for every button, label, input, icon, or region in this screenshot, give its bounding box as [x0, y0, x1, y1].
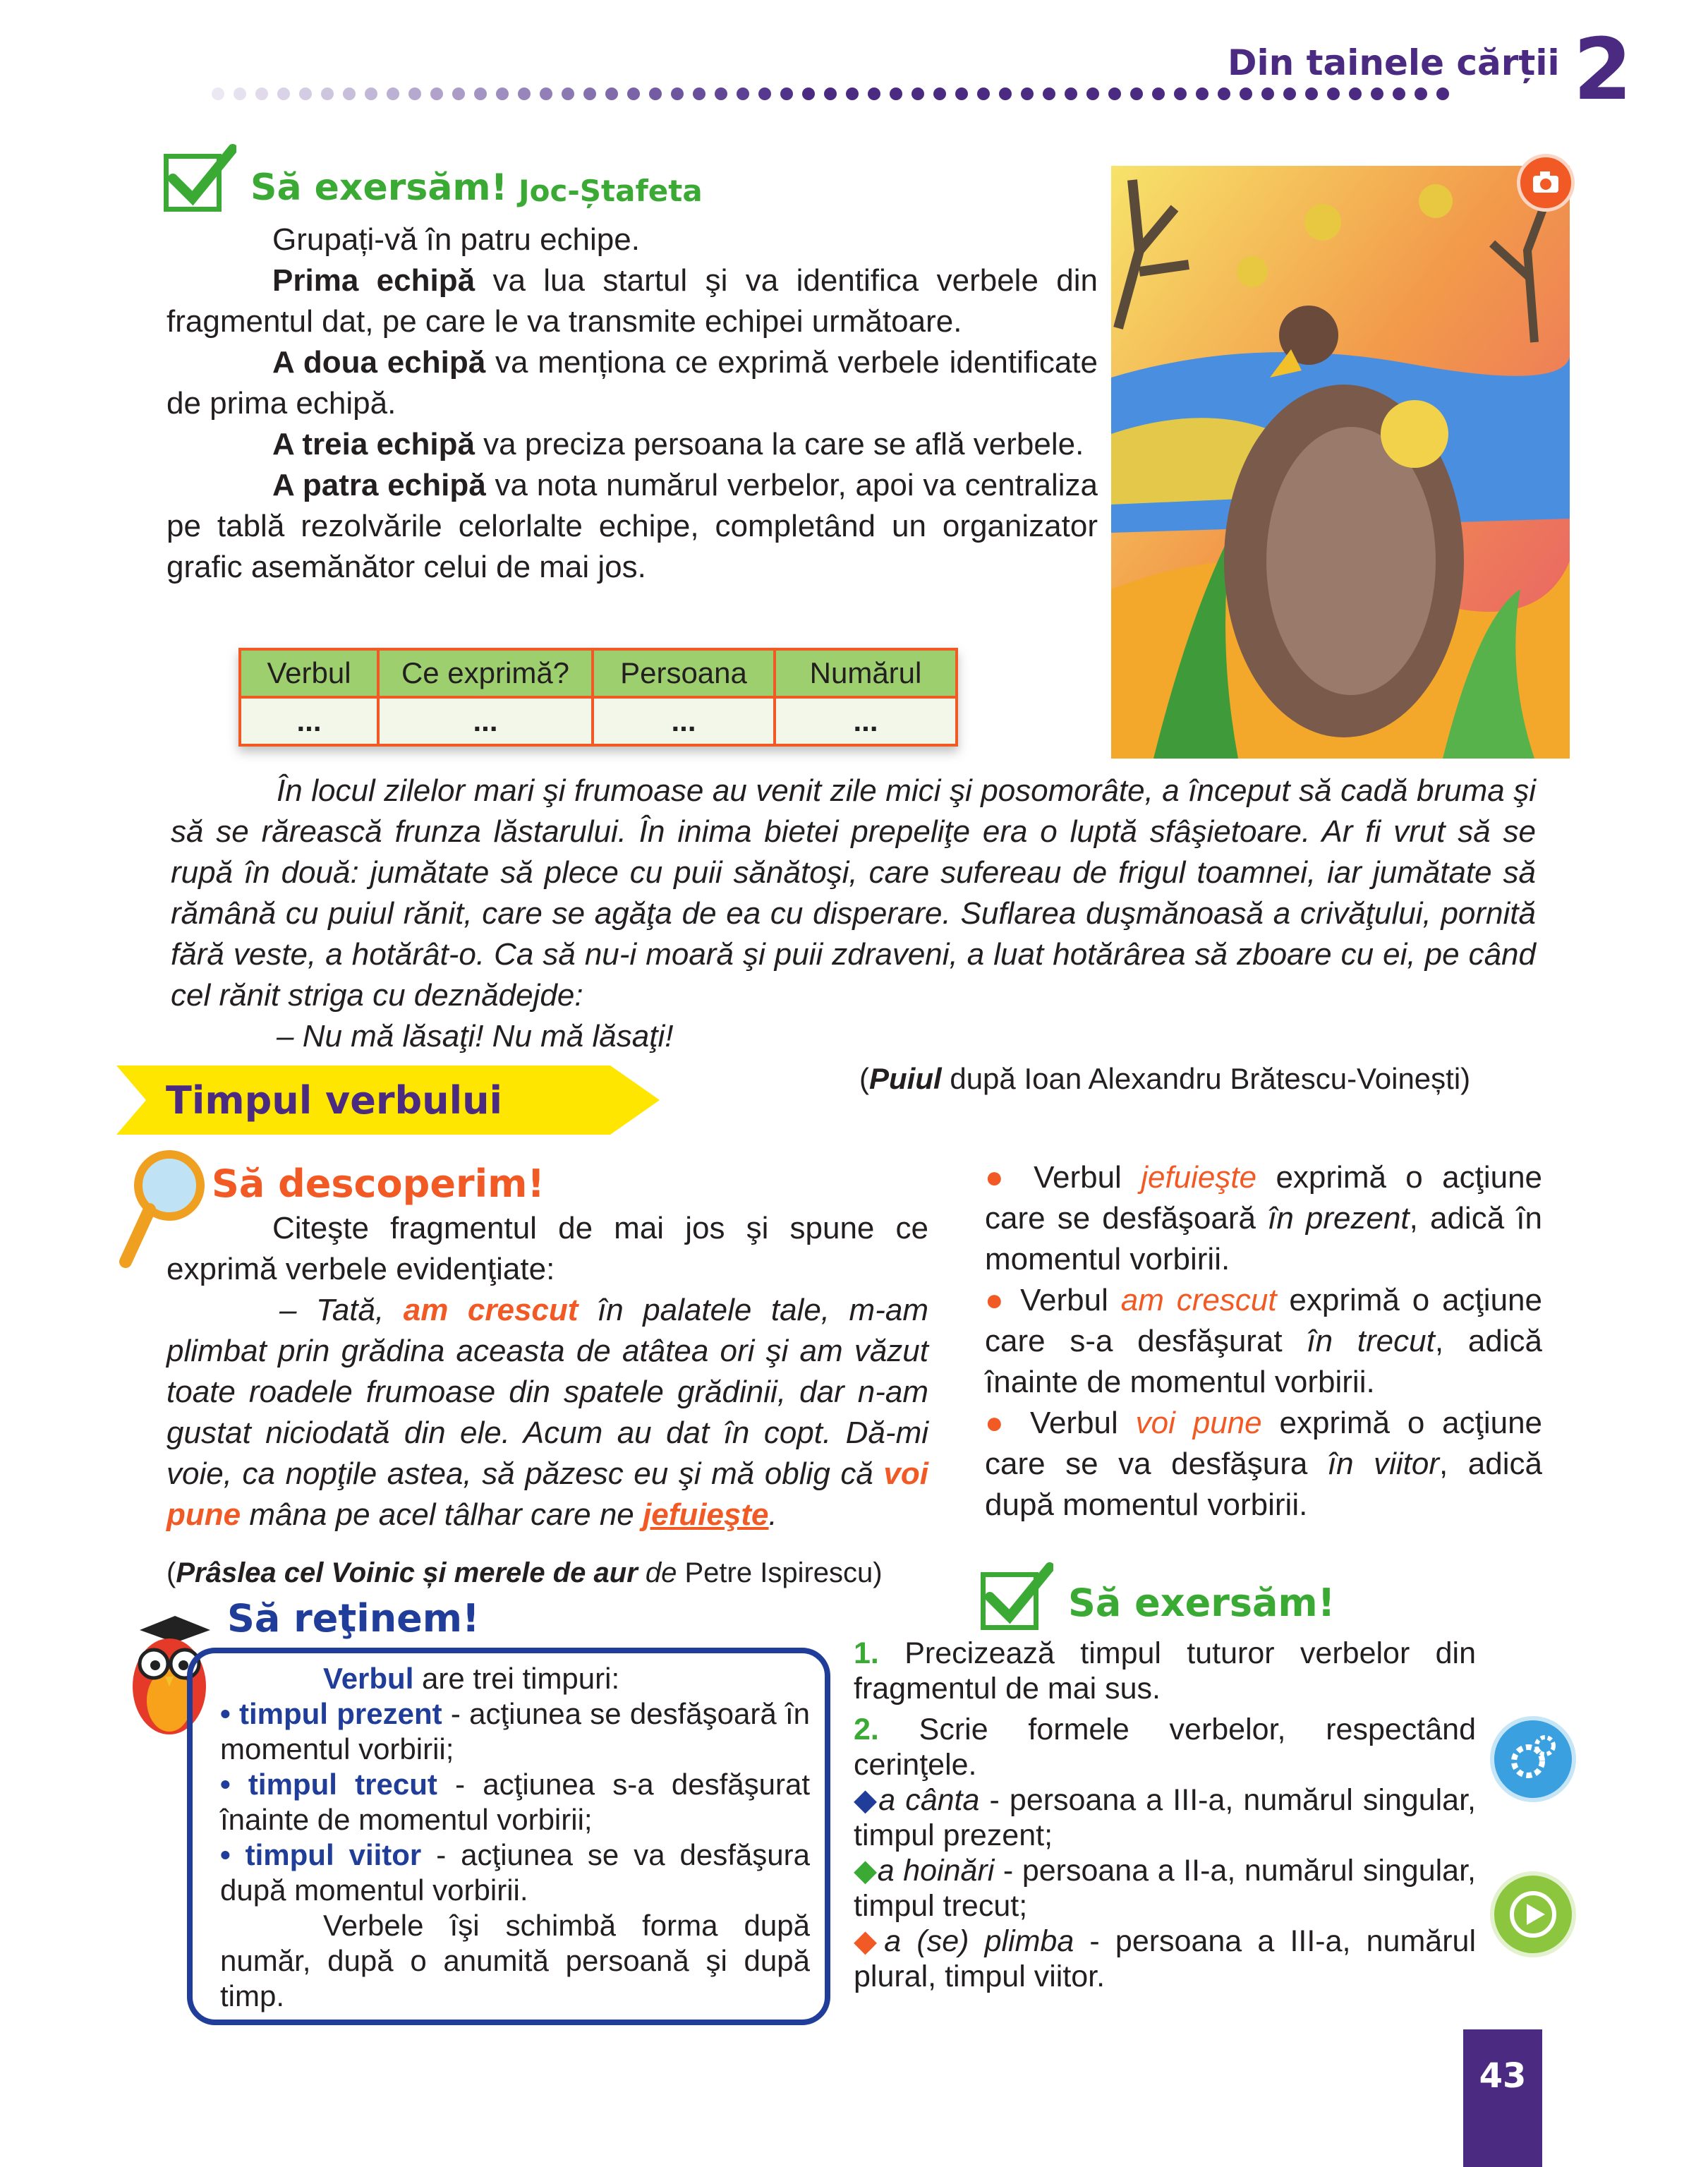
task1: 1. Precizează timpul tuturor verbelor din fragmentul de mai sus. [854, 1636, 1476, 1706]
exercise1-title: Să exersăm! [250, 167, 508, 209]
team3-text: A treia echipă va preciza persoana la care se află verbele. [272, 427, 1084, 461]
check-icon [164, 154, 222, 212]
exercise2-title: Să exersăm! [1068, 1581, 1335, 1625]
remember-item: • timpul prezent - acţiunea se desfăşoară în momentul vorbirii; [220, 1697, 810, 1765]
remember-intro: Verbul are trei timpuri: [323, 1662, 620, 1695]
exercise2-content [854, 1636, 1476, 1994]
remember-closing: Verbele îşi schimbă forma după număr, după o anumită persoană şi după timp. [220, 1909, 810, 2012]
discover-source: (Prâslea cel Voinic și merele de aur de Petre Ispirescu) [166, 1557, 883, 1588]
explanation-item: ● Verbul am crescut exprimă o acţiune care s-a desfăşurat în trecut, adică înainte de momentul vorbirii. [985, 1283, 1543, 1399]
excerpt1: În locul zilelor mari şi frumoase au venit zile mici şi posomorâte, a început să cadă bruma şi să se rărească frunza lăstarului. În inima bietei prepeliţe era o luptă sfâşietoare. Ar fi vrut să se rupă în două: jumătate să plece cu puii sănătoşi, care sufereau de frigul toamnei, iar jumătate să rămână cu puiul rănit, care se agăţa de ea cu disperare. Suflarea duşmănoasă a crivăţului, pornită fără veste, a hotărât-o. Ca să nu-i moară şi puii zdraveni, a luat hotărârea să zboare cu ei, pe când cel rănit striga cu deznădejde: [171, 773, 1536, 1013]
table-cell: ... [378, 697, 593, 745]
task2-item: ◆a (se) plimba - persoana a III-a, numărul plural, timpul viitor. [854, 1924, 1476, 1993]
discover-text [166, 1208, 928, 1535]
camera-icon[interactable] [1517, 154, 1575, 212]
team2-text: A doua echipă va menționa ce exprimă verbele identificate de prima echipă. [166, 345, 1098, 421]
table-cell: ... [593, 697, 775, 745]
page-number-tab [1463, 2029, 1542, 2167]
team4-text: A patra echipă va nota numărul verbelor, apoi va centraliza pe tablă rezolvările celorlalte echipe, completând un organizator grafic asemănător celui de mai jos. [166, 468, 1098, 584]
task2: 2. Scrie formele verbelor, respectând cerinţele. [854, 1713, 1476, 1782]
remember-item: • timpul trecut - acţiunea s-a desfăşurat înainte de momentul vorbirii; [220, 1768, 810, 1836]
discover-title: Să descoperim! [212, 1161, 545, 1206]
play-icon[interactable] [1490, 1871, 1576, 1957]
remember-content [220, 1661, 810, 2014]
table-header: Numărul [775, 649, 957, 697]
header-dots [212, 87, 1538, 102]
illustration-quail [1111, 166, 1570, 759]
section-title: Timpul verbului [166, 1078, 503, 1123]
excerpt1-dialogue: – Nu mă lăsaţi! Nu mă lăsaţi! [277, 1019, 674, 1054]
check-icon [981, 1572, 1038, 1630]
chapter-title: Din tainele cărții [1228, 42, 1560, 83]
excerpt1-source: (Puiul după Ioan Alexandru Brătescu-Voinești) [859, 1062, 1471, 1095]
explanation-item: ● Verbul jefuieşte exprimă o acţiune care se desfăşoară în prezent, adică în momentul vorbirii. [985, 1160, 1543, 1276]
table-cell: ... [775, 697, 957, 745]
page-number: 43 [1479, 2056, 1527, 2096]
table-header: Verbul [240, 649, 378, 697]
exercise1-line1: Grupați-vă în patru echipe. [272, 222, 640, 257]
explanations [985, 1157, 1542, 1526]
table-header: Persoana [593, 649, 775, 697]
exercise1-subtitle: Joc-Ștafeta [519, 174, 703, 208]
remember-item: • timpul viitor - acţiunea se va desfăşura după momentul vorbirii. [220, 1838, 810, 1907]
task2-item: ◆a cânta - persoana a III-a, numărul singular, timpul prezent; [854, 1783, 1476, 1852]
exercise1-instructions [166, 219, 1098, 588]
discover-quote: – Tată, am crescut în palatele tale, m-am plimbat prin grădina aceasta de atâtea ori şi am văzut toate roadele frumoase din spatele grădinii, dar n-am gustat niciodată din ele. Acum au dat în copt. Dă-mi voie, ca nopţile astea, să păzesc eu şi mă oblig că voi pune mâna pe acel tâlhar care ne jefuieşte. [166, 1293, 928, 1532]
team1-text: Prima echipă va lua startul şi va identifica verbele din fragmentul dat, pe care le va transmite echipei următoare. [166, 263, 1098, 339]
chapter-number: 2 [1573, 21, 1633, 119]
remember-title: Să reţinem! [227, 1596, 480, 1641]
organizer-table [238, 648, 958, 747]
task2-item: ◆a hoinări - persoana a II-a, numărul singular, timpul trecut; [854, 1854, 1476, 1923]
table-header: Ce exprimă? [378, 649, 593, 697]
gears-icon[interactable] [1490, 1716, 1576, 1802]
table-cell: ... [240, 697, 378, 745]
section-banner [116, 1066, 660, 1135]
explanation-item: ● Verbul voi pune exprimă o acţiune care se va desfăşura în viitor, adică după momentul vorbirii. [985, 1406, 1543, 1522]
discover-instruction: Citeşte fragmentul de mai jos şi spune ce exprimă verbele evidenţiate: [166, 1211, 928, 1286]
